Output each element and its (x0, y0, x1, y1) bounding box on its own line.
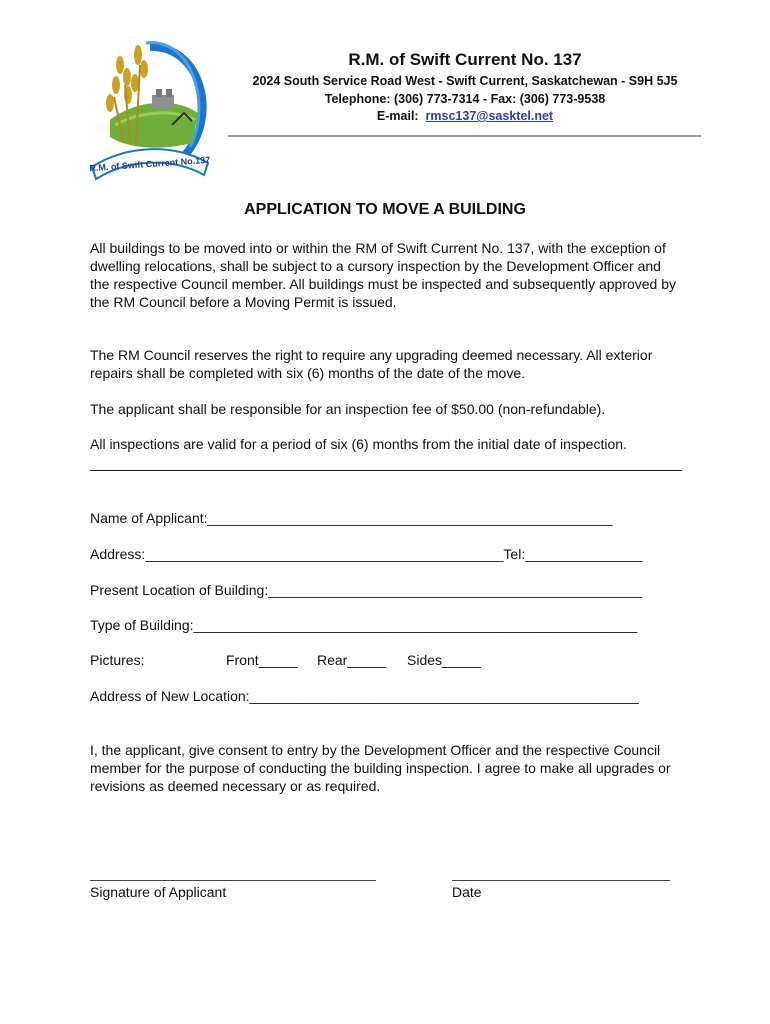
applicant-name-field[interactable] (90, 510, 612, 526)
new-location-blank[interactable]: __________________________________________________ (249, 688, 639, 704)
signature-line[interactable] (90, 880, 376, 881)
pictures-front-field[interactable]: Front_____ (226, 652, 298, 668)
email-link[interactable]: rmsc137@sasktel.net (425, 109, 554, 123)
address-field[interactable] (90, 546, 642, 562)
pictures-rear-field[interactable]: Rear_____ (317, 652, 387, 668)
svg-text:R.M. of Swift Current No.137: R.M. of Swift Current No.137 (89, 154, 211, 174)
present-location-field[interactable] (90, 582, 642, 598)
pictures-label: Pictures: (90, 652, 145, 668)
rm-logo (80, 25, 220, 185)
applicant-name-blank[interactable]: ____________________________________________________ (207, 510, 613, 526)
header-divider (228, 135, 701, 137)
email-label: E-mail: (376, 109, 419, 123)
org-address: 2024 South Service Road West - Swift Current, Saskatchewan - S9H 5J5 (252, 74, 678, 88)
org-name: R.M. of Swift Current No. 137 (348, 50, 582, 69)
new-location-label: Address of New Location: (90, 688, 250, 704)
tel-label: Tel: (503, 546, 526, 562)
building-type-blank[interactable]: _________________________________________________________ (193, 617, 638, 633)
paragraph-validity: All inspections are valid for a period of six (6) months from the initial date of inspection. (90, 436, 627, 452)
date-line[interactable] (452, 880, 670, 881)
present-location-label: Present Location of Building: (90, 582, 269, 598)
present-location-blank[interactable]: ________________________________________________ (268, 582, 642, 598)
org-email-line (230, 109, 700, 123)
paragraph-fee: The applicant shall be responsible for an inspection fee of $50.00 (non-refundable). (90, 401, 606, 417)
paragraph-inspection: All buildings to be moved into or within the RM of Swift Current No. 137, with the exception of dwelling relocations, shall be subject to a cursory inspection by the Development Officer and the respective Council member. All buildings must be inspected and subsequently approved by the RM Council before a Moving Permit is issued. (90, 240, 677, 310)
paragraph-upgrades: The RM Council reserves the right to require any upgrading deemed necessary. All exterior repairs shall be completed with six (6) months of the date of the move. (90, 347, 653, 381)
date-label: Date (452, 884, 482, 900)
section-divider (90, 470, 682, 471)
pictures-sides-field[interactable]: Sides_____ (407, 652, 481, 668)
org-phone-fax: Telephone: (306) 773-7314 - Fax: (306) 773-9538 (324, 92, 606, 106)
signature-label: Signature of Applicant (90, 884, 227, 900)
building-type-field[interactable] (90, 617, 637, 633)
document-title: APPLICATION TO MOVE A BUILDING (244, 201, 526, 218)
tel-blank[interactable]: _______________ (525, 546, 643, 562)
consent-statement: I, the applicant, give consent to entry by the Development Officer and the respective Council member for the purpose of conducting the building inspection. I agree to make all upgrades or revisions as deemed necessary or as required. (90, 742, 671, 794)
address-blank[interactable]: ______________________________________________ (145, 546, 504, 562)
address-label: Address: (90, 546, 146, 562)
new-location-field[interactable] (90, 688, 639, 704)
applicant-name-label: Name of Applicant: (90, 510, 208, 526)
building-type-label: Type of Building: (90, 617, 194, 633)
